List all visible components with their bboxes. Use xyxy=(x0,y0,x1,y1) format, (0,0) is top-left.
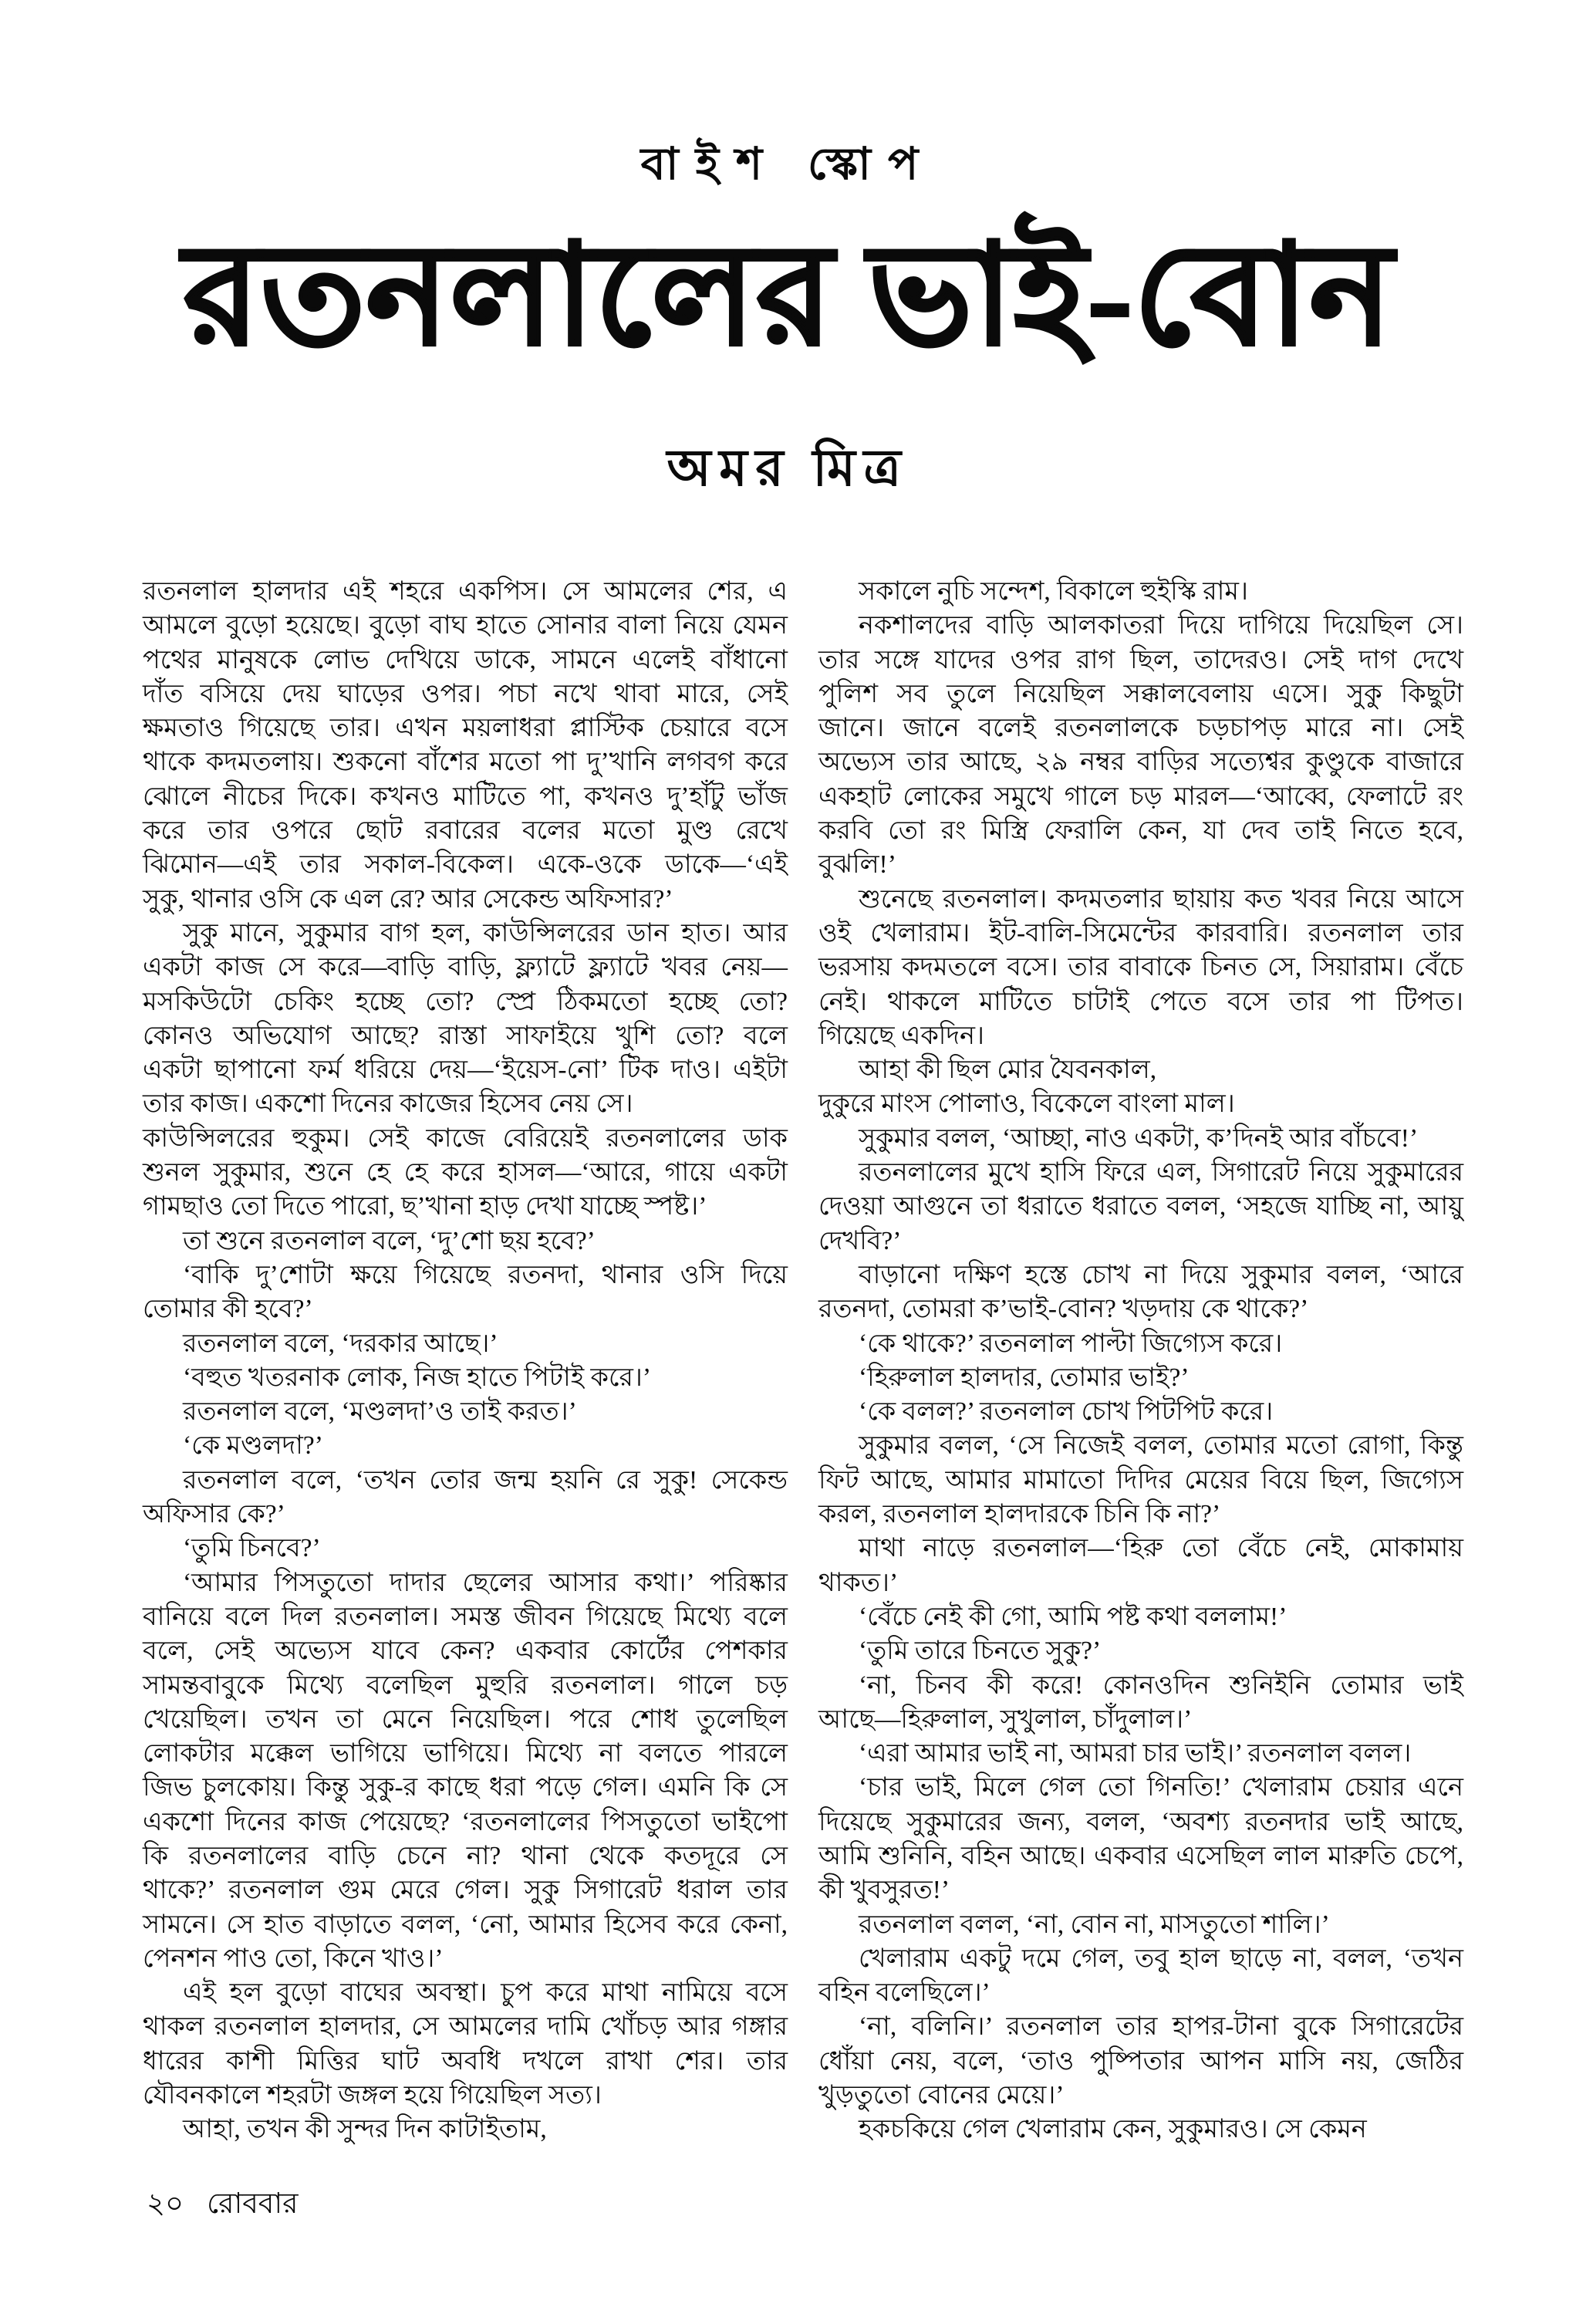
text-line: ‘না, চিনব কী করে! কোনওদিন শুনিইনি তোমার ভাই xyxy=(859,1670,1463,1700)
text-line: থাকে?’ রতনলাল গুম মেরে গেল। সুকু সিগারেট ধরাল তার xyxy=(143,1876,788,1905)
text-line: রতনলাল হালদার এই শহরে একপিস। সে আমলের শের, এ xyxy=(143,577,788,606)
text-line: দেখবি?’ xyxy=(818,1226,902,1255)
text-line: ভরসায় কদমতলে বসে। তার বাবাকে চিনত সে, সিয়ারাম। বেঁচে xyxy=(818,953,1463,982)
text-line: ‘কে মণ্ডলদা?’ xyxy=(183,1431,323,1461)
text-line: তোমার কী হবে?’ xyxy=(143,1295,313,1324)
text-line: সুকু মানে, সুকুমার বাগ হল, কাউন্সিলরের ডান হাত। আর xyxy=(183,918,788,948)
text-line: তার কাজ। একশো দিনের কাজের হিসেব নেয় সে। xyxy=(143,1089,633,1119)
text-line: আছে—হিরুলাল, সুখুলাল, চাঁদুলাল।’ xyxy=(818,1704,1193,1734)
text-line: কাউন্সিলরের হুকুম। সেই কাজে বেরিয়েই রতনলালের ডাক xyxy=(143,1123,788,1153)
text-line: সামনে। সে হাত বাড়াতে বলল, ‘নো, আমার হিসেব করে কেনা, xyxy=(143,1910,788,1939)
text-line: ধারের কাশী মিত্তির ঘাট অবধি দখলে রাখা শের। তার xyxy=(143,2046,788,2076)
text-line: থাকল রতনলাল হালদার, সে আমলের দামি খোঁচড় আর গঙ্গার xyxy=(143,2012,788,2042)
text-line: ‘বাকি দু’শোটা ক্ষয়ে গিয়েছে রতনদা, থানার ওসি দিয়ে xyxy=(183,1260,788,1289)
text-line: দাঁত বসিয়ে দেয় ঘাড়ের ওপর। পচা নখে থাবা মারে, সেই xyxy=(143,679,788,708)
text-line: ‘হিরুলাল হালদার, তোমার ভাই?’ xyxy=(859,1363,1190,1392)
text-line: ‘বহুত খতরনাক লোক, নিজ হাতে পিটাই করে।’ xyxy=(183,1363,652,1392)
text-line: হকচকিয়ে গেল খেলারাম কেন, সুকুমারও। সে কেমন xyxy=(859,2115,1367,2144)
text-line: কি রতনলালের বাড়ি চেনে না? থানা থেকে কতদূরে সে xyxy=(143,1841,788,1870)
text-line: অফিসার কে?’ xyxy=(143,1500,285,1529)
text-line: ওই খেলারাম। ইট-বালি-সিমেন্টের কারবারি। রতনলাল তার xyxy=(818,918,1463,948)
author-byline: অমর মিত্র xyxy=(667,441,909,497)
text-line: বানিয়ে বলে দিল রতনলাল। সমস্ত জীবন গিয়েছে মিথ্যে বলে xyxy=(143,1602,788,1631)
text-line: রতনলাল বলে, ‘মণ্ডলদা’ও তাই করত।’ xyxy=(183,1397,577,1427)
text-line: বাড়ানো দক্ষিণ হস্তে চোখ না দিয়ে সুকুমার বলল, ‘আরে xyxy=(859,1260,1463,1289)
text-line: শুনল সুকুমার, শুনে হে হে করে হাসল—‘আরে, গায়ে একটা xyxy=(143,1158,788,1187)
text-line: খেলারাম একটু দমে গেল, তবু হাল ছাড়ে না, বলল, ‘তখন xyxy=(859,1944,1463,1973)
text-line: দুকুরে মাংস পোলাও, বিকেলে বাংলা মাল। xyxy=(818,1089,1235,1119)
text-line: বুঝলি!’ xyxy=(818,850,896,880)
text-line: ঝোলে নীচের দিকে। কখনও মাটিতে পা, কখনও দু’হাঁটু ভাঁজ xyxy=(143,782,788,811)
text-line: রতনলাল বলে, ‘দরকার আছে।’ xyxy=(183,1329,498,1358)
text-line: সুকুমার বলল, ‘সে নিজেই বলল, তোমার মতো রোগা, কিন্তু xyxy=(859,1431,1463,1461)
text-line: জানে। জানে বলেই রতনলালকে চড়চাপড় মারে না। সেই xyxy=(818,714,1463,743)
text-line: কোনও অভিযোগ আছে? রাস্তা সাফাইয়ে খুশি তো? বলে xyxy=(143,1021,788,1050)
text-line: মাথা নাড়ে রতনলাল—‘হিরু তো বেঁচে নেই, মোকামায় xyxy=(859,1534,1463,1563)
body-text xyxy=(143,575,1463,2147)
section-kicker: বাইশ স্কোপ xyxy=(640,139,936,189)
right-column xyxy=(818,575,1463,2147)
text-line: খেয়েছিল। তখন তা মেনে নিয়েছিল। পরে শোধ তুলেছিল xyxy=(143,1704,788,1734)
text-line: রতনদা, তোমরা ক’ভাই-বোন? খড়দায় কে থাকে?’ xyxy=(818,1295,1309,1324)
text-line: ‘কে বলল?’ রতনলাল চোখ পিটপিট করে। xyxy=(859,1397,1274,1427)
text-line: ‘আমার পিসতুতো দাদার ছেলের আসার কথা।’ পরিষ্কার xyxy=(183,1568,788,1597)
text-line: করবি তো রং মিস্ত্রি ফেরালি কেন, যা দেব তাই নিতে হবে, xyxy=(818,816,1463,846)
text-line: জিভ চুলকোয়। কিন্তু সুকু-র কাছে ধরা পড়ে গেল। এমনি কি সে xyxy=(143,1773,788,1802)
text-line: ‘চার ভাই, মিলে গেল তো গিনতি!’ খেলারাম চেয়ার এনে xyxy=(859,1773,1463,1802)
text-line: পেনশন পাও তো, কিনে খাও।’ xyxy=(143,1944,444,1973)
text-line: গামছাও তো দিতে পারো, ছ’খানা হাড় দেখা যাচ্ছে স্পষ্ট।’ xyxy=(143,1192,707,1221)
text-line: রতনলাল বলে, ‘তখন তোর জন্ম হয়নি রে সুকু! সেকেন্ড xyxy=(183,1465,788,1495)
text-line: করে তার ওপরে ছোট রবারের বলের মতো মুণ্ড রেখে xyxy=(143,816,788,846)
text-line: খুড়তুতো বোনের মেয়ে।’ xyxy=(818,2081,1065,2110)
text-line: তার সঙ্গে যাদের ওপর রাগ ছিল, তাদেরও। সেই দাগ দেখে xyxy=(818,645,1463,674)
text-line: ফিট আছে, আমার মামাতো দিদির মেয়ের বিয়ে ছিল, জিগ্যেস xyxy=(818,1465,1463,1495)
text-line: করল, রতনলাল হালদারকে চিনি কি না?’ xyxy=(818,1500,1221,1529)
text-line: ঝিমোন—এই তার সকাল-বিকেল। একে-ওকে ডাকে—‘এই xyxy=(143,850,788,880)
text-line: শুনেছে রতনলাল। কদমতলার ছায়ায় কত খবর নিয়ে আসে xyxy=(859,884,1463,914)
text-line: অভ্যেস তার আছে, ২৯ নম্বর বাড়ির সত্যেশ্বর কুণ্ডুকে বাজারে xyxy=(818,748,1463,777)
magazine-name: রোববার xyxy=(207,2188,299,2220)
text-line: সুকুমার বলল, ‘আচ্ছা, নাও একটা, ক’দিনই আর বাঁচবে!’ xyxy=(859,1123,1419,1153)
text-line: একটা কাজ সে করে—বাড়ি বাড়ি, ফ্ল্যাটে ফ্ল্যাটে খবর নেয়— xyxy=(143,953,788,982)
text-line: থাকত।’ xyxy=(818,1568,899,1597)
text-line: ‘এরা আমার ভাই না, আমরা চার ভাই।’ রতনলাল বলল। xyxy=(859,1739,1412,1768)
text-line: বলে, সেই অভ্যেস যাবে কেন? একবার কোর্টের পেশকার xyxy=(143,1637,788,1666)
text-line: যৌবনকালে শহরটা জঙ্গল হয়ে গিয়েছিল সত্য। xyxy=(143,2081,602,2110)
text-line: মসকিউটো চেকিং হচ্ছে তো? স্প্রে ঠিকমতো হচ্ছে তো? xyxy=(143,987,788,1016)
text-line: ‘বেঁচে নেই কী গো, আমি পষ্ট কথা বললাম!’ xyxy=(859,1602,1287,1631)
page-footer xyxy=(147,2180,299,2229)
text-line: দিয়েছে সুকুমারের জন্য, বলল, ‘অবশ্য রতনদার ভাই আছে, xyxy=(818,1807,1463,1836)
text-line: ‘কে থাকে?’ রতনলাল পাল্টা জিগ্যেস করে। xyxy=(859,1329,1283,1358)
text-line: আমি শুনিনি, বহিন আছে। একবার এসেছিল লাল মারুতি চেপে, xyxy=(818,1841,1463,1870)
text-line: কী খুবসুরত!’ xyxy=(818,1876,950,1905)
text-line: পথের মানুষকে লোভ দেখিয়ে ডাকে, সামনে এলেই বাঁধানো xyxy=(143,645,788,674)
text-line: নকশালদের বাড়ি আলকাতরা দিয়ে দাগিয়ে দিয়েছিল সে। xyxy=(859,611,1463,640)
text-line: ক্ষমতাও গিয়েছে তার। এখন ময়লাধরা প্লাস্টিক চেয়ারে বসে xyxy=(143,714,788,743)
text-line: রতনলালের মুখে হাসি ফিরে এল, সিগারেট নিয়ে সুকুমারের xyxy=(859,1158,1463,1187)
text-line: নেই। থাকলে মাটিতে চাটাই পেতে বসে তার পা টিপত। xyxy=(818,987,1463,1016)
left-column xyxy=(143,575,788,2147)
text-line: আহা, তখন কী সুন্দর দিন কাটাইতাম, xyxy=(183,2115,547,2144)
text-line: সকালে নুচি সন্দেশ, বিকালে হুইস্কি রাম। xyxy=(859,577,1248,606)
text-line: একটা ছাপানো ফর্ম ধরিয়ে দেয়—‘ইয়েস-নো’ টিক দাও। এইটা xyxy=(143,1056,788,1085)
text-line: সুকু, থানার ওসি কে এল রে? আর সেকেন্ড অফিসার?’ xyxy=(143,884,673,914)
text-line: আমলে বুড়ো হয়েছে। বুড়ো বাঘ হাতে সোনার বালা নিয়ে যেমন xyxy=(143,611,788,640)
text-line: এই হল বুড়ো বাঘের অবস্থা। চুপ করে মাথা নামিয়ে বসে xyxy=(183,1978,788,2008)
text-line: ধোঁয়া নেয়, বলে, ‘তাও পুষ্পিতার আপন মাসি নয়, জেঠির xyxy=(818,2046,1463,2076)
text-line: লোকটার মক্কেল ভাগিয়ে ভাগিয়ে। মিথ্যে না বলতে পারলে xyxy=(143,1739,788,1768)
text-line: সামন্তবাবুকে মিথ্যে বলেছিল মুহুরি রতনলাল। গালে চড় xyxy=(143,1670,788,1700)
text-line: একশো দিনের কাজ পেয়েছে? ‘রতনলালের পিসতুতো ভাইপো xyxy=(143,1807,788,1836)
text-line: ‘না, বলিনি।’ রতনলাল তার হাপর-টানা বুকে সিগারেটের xyxy=(859,2012,1463,2042)
text-line: রতনলাল বলল, ‘না, বোন না, মাসতুতো শালি।’ xyxy=(859,1910,1330,1939)
text-line: ‘তুমি তারে চিনতে সুকু?’ xyxy=(859,1637,1102,1666)
text-line: তা শুনে রতনলাল বলে, ‘দু’শো ছয় হবে?’ xyxy=(183,1226,596,1255)
story-title: রতনলালের ভাই-বোন xyxy=(183,219,1393,374)
text-line: আহা কী ছিল মোর যৈবনকাল, xyxy=(859,1056,1157,1085)
text-line: ‘তুমি চিনবে?’ xyxy=(183,1534,321,1563)
text-line: পুলিশ সব তুলে নিয়েছিল সক্কালবেলায় এসে। সুকু কিছুটা xyxy=(818,679,1463,708)
text-line: বহিন বলেছিলে।’ xyxy=(818,1978,990,2008)
text-line: গিয়েছে একদিন। xyxy=(818,1021,984,1050)
text-line: দেওয়া আগুনে তা ধরাতে ধরাতে বলল, ‘সহজে যাচ্ছি না, আয়ু xyxy=(818,1192,1463,1221)
page-number: ২০ xyxy=(147,2188,184,2220)
text-line: থাকে কদমতলায়। শুকনো বাঁশের মতো পা দু’খানি লগবগ করে xyxy=(143,748,788,777)
text-line: একহাট লোকের সমুখে গালে চড় মারল—‘আব্বে, ফেলাটে রং xyxy=(818,782,1463,811)
